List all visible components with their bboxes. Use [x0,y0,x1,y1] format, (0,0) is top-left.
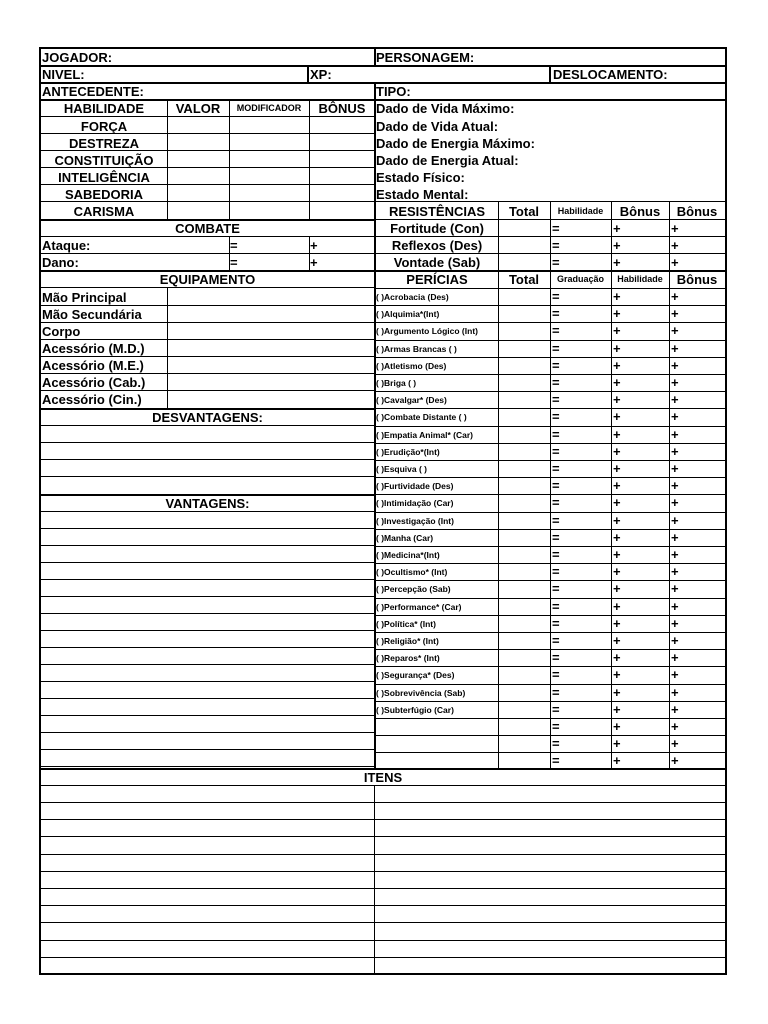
skill-plus: + [671,444,679,459]
vital-mental-state: Estado Mental: [376,187,469,202]
skill-plus: + [613,478,621,493]
skill-plus: + [671,289,679,304]
equip-acc-cin: Acessório (Cin.) [42,392,142,407]
skill-plus: + [671,581,679,596]
skill-eq: = [552,513,560,528]
skill-label: ( )Erudição*(Int) [376,447,440,457]
skill-label: ( )Cavalgar* (Des) [376,395,447,405]
attr-carisma: CARISMA [73,204,135,219]
skill-plus: + [613,289,621,304]
skill-eq: = [552,564,560,579]
attack-label: Ataque: [42,238,91,253]
skill-label: ( )Manha (Car) [376,533,434,543]
damage-label: Dano: [42,255,79,270]
skill-eq: = [552,358,560,373]
resist-plus: + [671,255,679,270]
skill-eq: = [552,323,560,338]
resist-header: RESISTÊNCIAS [388,204,486,219]
skill-plus: + [671,702,679,717]
skill-plus: + [671,513,679,528]
skill-label: ( )Atletismo (Des) [376,361,447,371]
items-line [41,836,725,837]
equip-off-hand: Mão Secundária [42,307,142,322]
skill-plus: + [671,323,679,338]
character-sheet [39,47,727,975]
attr-header-value: VALOR [175,101,221,116]
skill-eq: = [552,736,560,751]
attr-inteligencia: INTELIGÊNCIA [58,170,150,185]
skill-plus: + [671,461,679,476]
skill-label: ( )Religião* (Int) [376,636,439,646]
resist-plus: + [671,221,679,236]
resist-eq: = [552,255,560,270]
skill-plus: + [671,564,679,579]
player-label: JOGADOR: [42,50,113,65]
vital-physical-state: Estado Físico: [376,170,465,185]
items-line [41,888,725,889]
skill-eq: = [552,547,560,562]
skill-eq: = [552,341,560,356]
resist-header-bonus-1: Bônus [619,204,661,219]
skill-plus: + [671,599,679,614]
damage-plus: + [310,255,318,270]
skill-label: ( )Investigação (Int) [376,516,454,526]
skill-plus: + [671,358,679,373]
skill-plus: + [613,564,621,579]
skill-eq: = [552,444,560,459]
resist-plus: + [613,238,621,253]
advantages-line [41,766,374,767]
skill-plus: + [671,392,679,407]
skill-plus: + [613,341,621,356]
skill-label: ( )Reparos* (Int) [376,653,440,663]
items-line [41,905,725,906]
skill-eq: = [552,581,560,596]
skill-plus: + [671,341,679,356]
skill-label: ( )Armas Brancas ( ) [376,344,457,354]
skill-eq: = [552,667,560,682]
skill-plus: + [613,375,621,390]
items-title: ITENS [363,770,403,785]
advantages-line [41,613,374,614]
skill-plus: + [671,375,679,390]
items-line [41,802,725,803]
vital-ed-max: Dado de Energia Máximo: [376,136,535,151]
skill-plus: + [671,409,679,424]
skill-plus: + [671,753,679,768]
skill-plus: + [613,495,621,510]
resist-eq: = [552,221,560,236]
equip-acc-cab: Acessório (Cab.) [42,375,146,390]
skill-label: ( )Subterfúgio (Car) [376,705,454,715]
advantages-line [41,664,374,665]
advantages-line [41,749,374,750]
skill-plus: + [671,667,679,682]
resist-header-ability: Habilidade [557,206,604,216]
advantages-title: VANTAGENS: [165,496,250,511]
skill-eq: = [552,650,560,665]
resist-plus: + [613,221,621,236]
resist-will: Vontade (Sab) [393,255,481,270]
skill-plus: + [671,306,679,321]
resist-header-bonus-2: Bônus [676,204,718,219]
combat-title: COMBATE [175,221,240,236]
advantages-line [41,698,374,699]
skill-label: ( )Alquimia*(Int) [376,309,440,319]
vital-ed-current: Dado de Energia Atual: [376,153,519,168]
skill-label: ( )Furtividade (Des) [376,481,454,491]
resist-eq: = [552,238,560,253]
advantages-line [41,715,374,716]
skill-eq: = [552,409,560,424]
skill-plus: + [613,530,621,545]
skill-plus: + [613,753,621,768]
skill-eq: = [552,427,560,442]
skills-header-total: Total [508,272,540,287]
skill-label: ( )Segurança* (Des) [376,670,455,680]
skill-eq: = [552,530,560,545]
skill-plus: + [613,650,621,665]
skill-label: ( )Ocultismo* (Int) [376,567,448,577]
skill-eq: = [552,461,560,476]
advantages-line [41,545,374,546]
attr-header-ability: HABILIDADE [63,101,145,116]
skill-label: ( )Acrobacia (Des) [376,292,449,302]
attr-sabedoria: SABEDORIA [64,187,143,202]
skill-plus: + [671,547,679,562]
skill-eq: = [552,753,560,768]
skill-plus: + [613,444,621,459]
disadvantages-title: DESVANTAGENS: [152,410,263,425]
skill-plus: + [671,650,679,665]
skill-plus: + [613,358,621,373]
skill-label: ( )Combate Distante ( ) [376,412,467,422]
skill-label: ( )Argumento Lógico (Int) [376,326,478,336]
resist-plus: + [671,238,679,253]
skill-plus: + [613,323,621,338]
skill-plus: + [671,427,679,442]
movement-label: DESLOCAMENTO: [553,67,668,82]
equipment-title: EQUIPAMENTO [159,272,256,287]
skill-plus: + [613,616,621,631]
items-line [41,819,725,820]
equip-body: Corpo [42,324,81,339]
advantages-line [41,630,374,631]
skill-eq: = [552,289,560,304]
skill-eq: = [552,375,560,390]
resist-plus: + [613,255,621,270]
skill-eq: = [552,478,560,493]
items-line [41,957,725,958]
advantages-line [41,681,374,682]
resist-fortitude: Fortitude (Con) [390,221,484,236]
skill-eq: = [552,616,560,631]
attr-forca: FORÇA [80,119,128,134]
attack-eq: = [230,238,238,253]
skill-plus: + [671,685,679,700]
vital-hd-current: Dado de Vida Atual: [376,119,499,134]
level-label: NIVEL: [42,67,85,82]
skill-plus: + [613,547,621,562]
skill-plus: + [671,736,679,751]
advantages-line [41,732,374,733]
skill-plus: + [613,461,621,476]
attr-header-bonus: BÔNUS [318,101,366,116]
items-line [41,854,725,855]
advantages-line [41,596,374,597]
skill-label: ( )Percepção (Sab) [376,584,451,594]
resist-reflexes: Reflexos (Des) [391,238,483,253]
attack-plus: + [310,238,318,253]
skill-label: ( )Briga ( ) [376,378,417,388]
skills-header-ability: Habilidade [617,274,663,284]
skill-plus: + [613,736,621,751]
skill-eq: = [552,599,560,614]
background-label: ANTECEDENTE: [42,84,144,99]
advantages-line [41,528,374,529]
resist-header-total: Total [508,204,540,219]
advantages-line [41,562,374,563]
skill-eq: = [552,719,560,734]
attr-constituicao: CONSTITUIÇÃO [54,153,154,168]
items-line [41,922,725,923]
skill-eq: = [552,392,560,407]
vital-hd-max: Dado de Vida Máximo: [376,101,515,116]
equip-acc-md: Acessório (M.D.) [42,341,145,356]
skill-plus: + [613,409,621,424]
skill-plus: + [613,427,621,442]
attr-destreza: DESTREZA [68,136,140,151]
skills-header-bonus: Bônus [676,272,718,287]
items-line [41,871,725,872]
advantages-line [41,579,374,580]
character-label: PERSONAGEM: [376,50,475,65]
skill-plus: + [613,392,621,407]
skill-plus: + [613,667,621,682]
items-line [41,940,725,941]
skills-header-rank: Graduação [556,274,605,284]
damage-eq: = [230,255,238,270]
skill-label: ( )Medicina*(Int) [376,550,440,560]
attr-header-modifier: MODIFICADOR [236,103,302,113]
skill-plus: + [671,530,679,545]
skill-eq: = [552,306,560,321]
skill-label: ( )Política* (Int) [376,619,436,629]
type-label: TIPO: [376,84,411,99]
skill-label: ( )Sobrevivência (Sab) [376,688,466,698]
skill-plus: + [671,495,679,510]
skills-header: PERÍCIAS [406,272,468,287]
skill-plus: + [613,513,621,528]
advantages-line [41,511,374,512]
skill-plus: + [613,685,621,700]
skill-label: ( )Intimidação (Car) [376,498,454,508]
skill-plus: + [671,616,679,631]
skill-eq: = [552,633,560,648]
skill-plus: + [613,306,621,321]
skill-plus: + [613,702,621,717]
equip-main-hand: Mão Principal [42,290,127,305]
xp-label: XP: [310,67,332,82]
skill-label: ( )Performance* (Car) [376,602,462,612]
advantages-line [41,647,374,648]
skill-eq: = [552,495,560,510]
skill-plus: + [671,633,679,648]
skill-plus: + [613,719,621,734]
skill-label: ( )Esquiva ( ) [376,464,428,474]
skill-plus: + [671,719,679,734]
skill-plus: + [613,581,621,596]
equip-acc-me: Acessório (M.E.) [42,358,144,373]
skill-plus: + [671,478,679,493]
skill-label: ( )Empatia Animal* (Car) [376,430,473,440]
skill-plus: + [613,633,621,648]
skill-eq: = [552,685,560,700]
skill-eq: = [552,702,560,717]
skill-plus: + [613,599,621,614]
